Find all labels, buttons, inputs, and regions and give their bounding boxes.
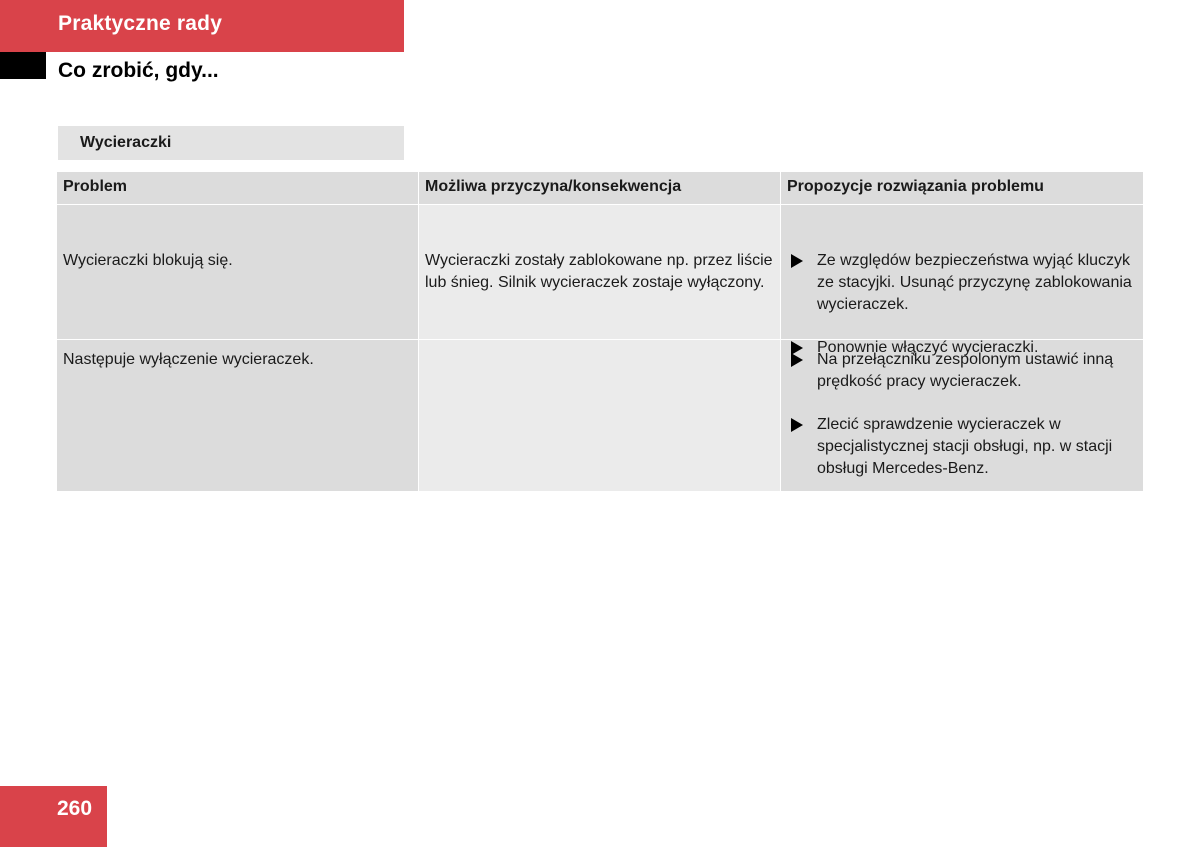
column-header-problem: Problem — [57, 172, 418, 204]
triangle-right-icon — [791, 353, 803, 367]
solution-text: Ponownie włączyć wycieraczki. — [817, 339, 1039, 356]
chapter-header-bar — [0, 0, 404, 52]
table-cell-cause — [419, 205, 780, 339]
problem-text: Wycieraczki blokują się. — [63, 252, 233, 269]
page-number: 260 — [57, 797, 93, 820]
cause-text: Wycieraczki zostały zablokowane np. przez liście lub śnieg. Silnik wycieraczek zostaje wyłączony. — [425, 252, 773, 291]
table-cell-solutions — [781, 205, 1143, 356]
section-marker — [0, 52, 46, 79]
triangle-right-icon — [791, 254, 803, 268]
section-title: Co zrobić, gdy... — [58, 59, 219, 82]
problem-text: Następuje wyłączenie wycieraczek. — [63, 351, 314, 368]
subsection-header — [58, 126, 404, 160]
table-cell-problem — [57, 340, 418, 491]
table-cell-cause — [419, 340, 780, 491]
solution-text: Ze względów bezpieczeństwa wyjąć kluczyk ze stacyjki. Usunąć przyczynę zablokowania wycieraczek. — [817, 252, 1132, 313]
table-cell-problem — [57, 205, 418, 339]
solution-item — [787, 414, 1137, 480]
solution-text: Na przełączniku zespolonym ustawić inną prędkość pracy wycieraczek. — [817, 351, 1114, 390]
chapter-title: Praktyczne rady — [58, 12, 223, 35]
troubleshooting-table — [57, 172, 1143, 491]
solution-item — [787, 250, 1137, 316]
column-header-cause: Możliwa przyczyna/konsekwencja — [419, 172, 780, 204]
subsection-title: Wycieraczki — [80, 134, 172, 151]
triangle-right-icon — [791, 418, 803, 432]
table-cell-solutions — [781, 340, 1143, 491]
solution-text: Zlecić sprawdzenie wycieraczek w specjalistycznej stacji obsługi, np. w stacji obsługi Mercedes-Benz. — [817, 416, 1113, 477]
column-header-solution: Propozycje rozwiązania problemu — [781, 172, 1143, 204]
solution-item — [787, 349, 1137, 393]
